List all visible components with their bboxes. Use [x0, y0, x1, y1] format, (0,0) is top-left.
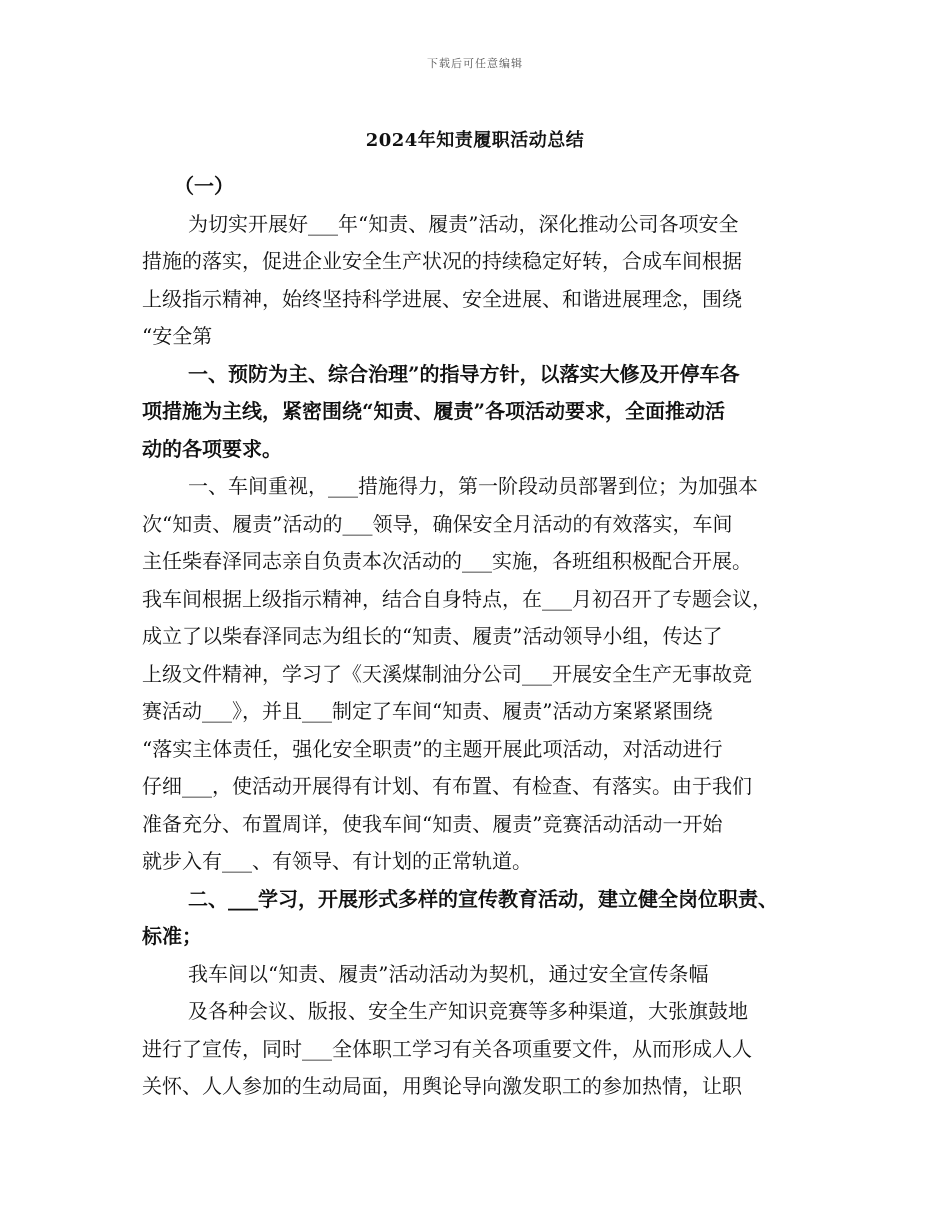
text-line: 准备充分、布置周详，使我车间“知责、履责”竞赛活动活动一开始 — [142, 811, 723, 836]
text-line: 一、预防为主、综合治理”的指导方针，以落实大修及开停车各 — [188, 361, 740, 386]
text-line: 仔细___，使活动开展得有计划、有布置、有检查、有落实。由于我们 — [142, 774, 752, 798]
text-line: 成立了以柴春泽同志为组长的“知责、履责”活动领导小组，传达了 — [142, 624, 723, 648]
text-line: 关怀、人人参加的生动局面，用舆论导向激发职工的参加热情，让职 — [142, 1074, 742, 1098]
text-line: 赛活动___》，并且___制定了车间“知责、履责”活动方案紧紧围绕 — [142, 699, 713, 723]
text-line: 为切实开展好___年“知责、履责”活动，深化推动公司各项安全 — [188, 211, 739, 236]
text-line: 就步入有___、有领导、有计划的正常轨道。 — [142, 849, 532, 873]
text-line: 我车间以“知责、履责”活动活动为契机，通过安全宣传条幅 — [188, 961, 709, 986]
text-line: （一） — [174, 174, 234, 198]
text-line: 主任柴春泽同志亲自负责本次活动的___实施，各班组积极配合开展。 — [142, 549, 752, 573]
text-line: 我车间根据上级指示精神，结合自身特点，在___月初召开了专题会议， — [142, 586, 772, 611]
text-line: 标准； — [142, 924, 202, 948]
text-line: “安全第 — [142, 324, 213, 348]
text-line: 二、___学习，开展形式多样的宣传教育活动，建立健全岗位职责、 — [188, 886, 778, 911]
text-line: 一、车间重视，___措施得力，第一阶段动员部署到位；为加强本 — [188, 474, 758, 498]
text-line: 进行了宣传，同时___全体职工学习有关各项重要文件，从而形成人人 — [142, 1036, 752, 1061]
header-note: 下载后可任意编辑 — [427, 57, 523, 70]
text-line: 上级文件精神，学习了《天溪煤制油分公司___开展安全生产无事故竞 — [142, 661, 752, 686]
text-line: 次“知责、履责”活动的___领导，确保安全月活动的有效落实，车间 — [142, 511, 733, 536]
text-line: 及各种会议、版报、安全生产知识竞赛等多种渠道，大张旗鼓地 — [188, 999, 748, 1023]
text-line: “落实主体责任，强化安全职责”的主题开展此项活动，对活动进行 — [142, 736, 723, 761]
text-line: 上级指示精神，始终坚持科学进展、安全进展、和谐进展理念，围绕 — [142, 286, 742, 311]
document-body — [142, 168, 808, 1106]
text-line: 措施的落实，促进企业安全生产状况的持续稳定好转，合成车间根据 — [142, 249, 742, 273]
text-line: 动的各项要求。 — [142, 436, 282, 461]
document-title: 2024年知责履职活动总结 — [365, 130, 585, 151]
text-line: 项措施为主线，紧密围绕“知责、履责”各项活动要求，全面推动活 — [142, 399, 726, 423]
